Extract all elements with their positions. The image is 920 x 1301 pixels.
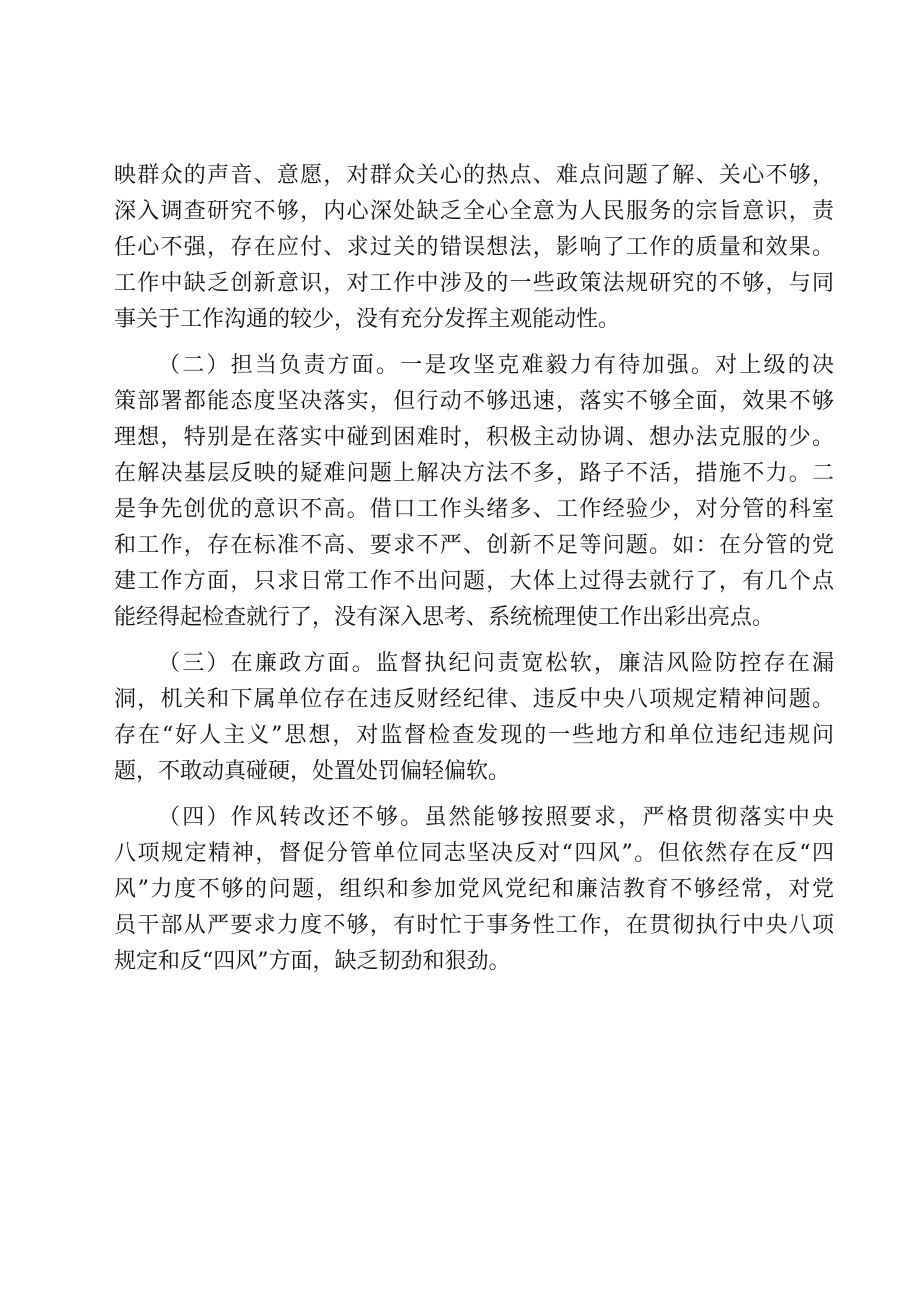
- text-line: 深入调查研究不够，内心深处缺乏全心全意为人民服务的宗旨意识，责: [114, 199, 834, 224]
- text-line: 在解决基层反映的疑难问题上解决方法不多，路子不活，措施不力。二: [114, 461, 834, 486]
- text-line: 策部署都能态度坚决落实，但行动不够迅速，落实不够全面，效果不够: [114, 389, 834, 414]
- text-line: 理想，特别是在落实中碰到困难时，积极主动协调、想办法克服的少。: [114, 425, 834, 450]
- text-line: （四）作风转改还不够。虽然能够按照要求，严格贯彻落实中央: [158, 805, 834, 830]
- text-line: 任心不强，存在应付、求过关的错误想法，影响了工作的质量和效果。: [114, 235, 834, 260]
- paragraph-integrity: [114, 646, 834, 790]
- text-line: 洞，机关和下属单位存在违反财经纪律、违反中央八项规定精神问题。: [114, 687, 834, 712]
- text-line: 和工作，存在标准不高、要求不严、创新不足等问题。如：在分管的党: [114, 533, 834, 558]
- paragraph-responsibility: [114, 348, 834, 636]
- text-line: 题，不敢动真碰硬，处置处罚偏轻偏软。: [114, 759, 511, 784]
- text-line: 事关于工作沟通的较少，没有充分发挥主观能动性。: [114, 307, 621, 332]
- text-line: 八项规定精神，督促分管单位同志坚决反对“四风”。但依然存在反“四: [114, 841, 834, 866]
- text-line: 能经得起检查就行了，没有深入思考、系统梳理使工作出彩出亮点。: [114, 605, 775, 630]
- text-line: 工作中缺乏创新意识，对工作中涉及的一些政策法规研究的不够，与同: [114, 271, 834, 296]
- text-line: （三）在廉政方面。监督执纪问责宽松软，廉洁风险防控存在漏: [158, 651, 834, 676]
- text-line: 映群众的声音、意愿，对群众关心的热点、难点问题了解、关心不够，: [114, 163, 834, 188]
- paragraph-work-style: [114, 800, 834, 980]
- document-body: [114, 158, 834, 980]
- text-line: 员干部从严要求力度不够，有时忙于事务性工作，在贯彻执行中央八项: [114, 913, 834, 938]
- paragraph-1-continuation: [114, 158, 834, 338]
- text-line: 规定和反“四风”方面，缺乏韧劲和狠劲。: [114, 949, 511, 974]
- text-line: （二）担当负责方面。一是攻坚克难毅力有待加强。对上级的决: [158, 353, 834, 378]
- text-line: 存在“好人主义”思想，对监督检查发现的一些地方和单位违纪违规问: [114, 723, 834, 748]
- text-line: 是争先创优的意识不高。借口工作头绪多、工作经验少，对分管的科室: [114, 497, 834, 522]
- text-line: 建工作方面，只求日常工作不出问题，大体上过得去就行了，有几个点: [114, 569, 834, 594]
- text-line: 风”力度不够的问题，组织和参加党风党纪和廉洁教育不够经常，对党: [114, 877, 834, 902]
